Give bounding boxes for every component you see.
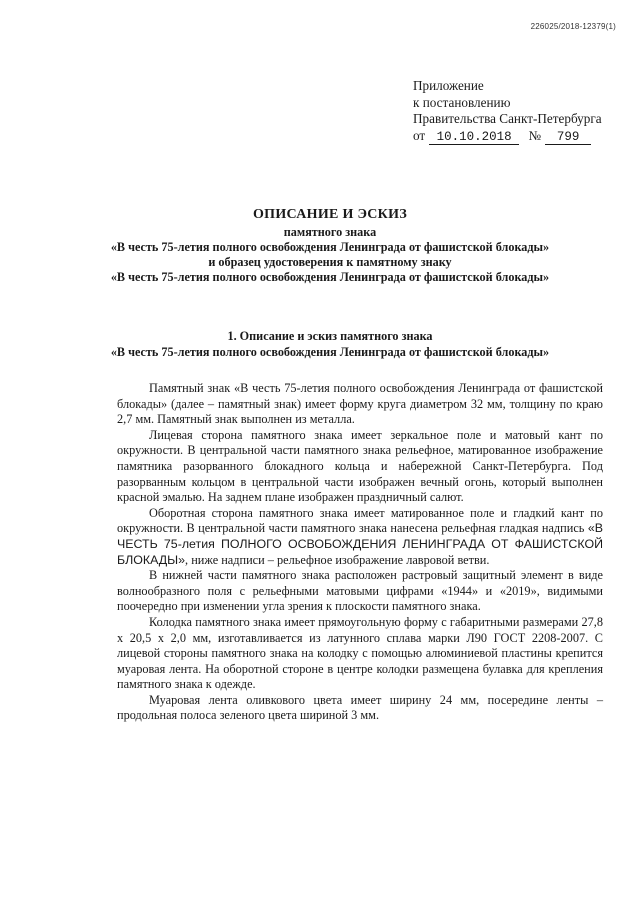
number-field: 799 xyxy=(545,130,591,145)
from-label: от xyxy=(413,127,426,143)
document-title: ОПИСАНИЕ И ЭСКИЗ xyxy=(252,207,408,222)
appendix-line-1: Приложение xyxy=(413,78,484,93)
title-line-4: и образец удостоверения к памятному знаку xyxy=(208,255,452,269)
appendix-line-3: Правительства Санкт-Петербурга xyxy=(413,111,602,126)
body-text xyxy=(117,381,603,724)
section-subheading: «В честь 75-летия полного освобождения Ленинграда от фашистской блокады» xyxy=(110,345,550,359)
title-line-2: памятного знака xyxy=(283,225,377,239)
paragraph-4: В нижней части памятного знака расположен растровый защитный элемент в виде волнообразного поля с рельефными матовыми цифрами «1944» и «2019», видимыми поочередно при изменении угла зрения к плоскости памятного знака. xyxy=(117,568,603,614)
title-line-3: «В честь 75-летия полного освобождения Ленинграда от фашистской блокады» xyxy=(110,240,550,254)
paragraph-1: Памятный знак «В честь 75-летия полного освобождения Ленинграда от фашистской блокады» (далее – памятный знак) имеет форму круга диаметром 32 мм, толщину по краю 2,7 мм. Памятный знак выполнен из металла. xyxy=(117,381,603,427)
title-line-5: «В честь 75-летия полного освобождения Ленинграда от фашистской блокады» xyxy=(110,270,550,284)
date-field: 10.10.2018 xyxy=(429,130,519,145)
appendix-block xyxy=(413,78,602,145)
paragraph-6: Муаровая лента оливкового цвета имеет ширину 24 мм, посередине ленты – продольная полоса зеленого цвета шириной 3 мм. xyxy=(117,692,603,723)
paragraph-2: Лицевая сторона памятного знака имеет зеркальное поле и матовый кант по окружности. В центральной части памятного знака рельефное, матированное изображение памятника разорванного блокадного кольца и набережной Санкт-Петербурга. Под разорванным кольцом в центральной части изображен вечный огонь, который выполнен красной эмалью. На заднем плане изображен праздничный салют. xyxy=(117,427,603,505)
paragraph-5: Колодка памятного знака имеет прямоугольную форму с габаритными размерами 27,8 х 20,5 х 2,0 мм, изготавливается из латунного сплава марки Л90 ГОСТ 2208-2007. С лицевой стороны памятного знака на колодку с помощью алюминиевой пластины крепится муаровая лента. На оборотной стороне в центре колодки размещена булавка для крепления памятного знака к одежде. xyxy=(117,614,603,692)
appendix-line-2: к постановлению xyxy=(413,94,511,110)
number-label: № xyxy=(528,127,542,143)
paragraph-3-text: Оборотная сторона памятного знака имеет матированное поле и гладкий кант по окружности. В центральной части памятного знака нанесена рельефная гладкая надпись xyxy=(117,505,603,536)
section-heading: 1. Описание и эскиз памятного знака xyxy=(227,329,433,343)
document-number: 226025/2018-12379(1) xyxy=(530,22,616,31)
paragraph-3 xyxy=(117,506,603,568)
paragraph-3-end: , ниже надписи – рельефное изображение лавровой ветви. xyxy=(185,552,490,567)
appendix-date-line xyxy=(413,128,602,145)
inscription-text: «В ЧЕСТЬ 75-летия ПОЛНОГО ОСВОБОЖДЕНИЯ ЛЕНИНГРАДА ОТ ФАШИСТСКОЙ БЛОКАДЫ» xyxy=(117,521,603,567)
